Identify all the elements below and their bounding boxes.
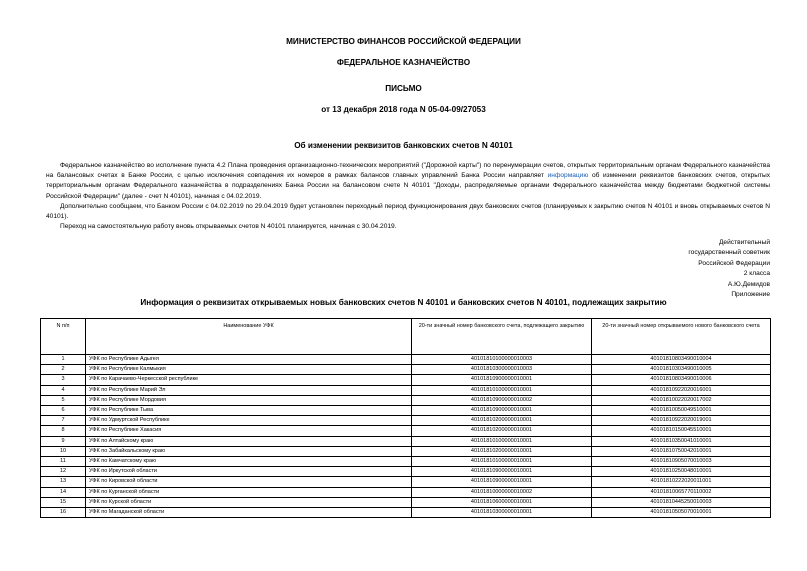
ministry-heading: МИНИСТЕРСТВО ФИНАНСОВ РОССИЙСКОЙ ФЕДЕРАЦИИ <box>286 37 521 46</box>
table-row <box>41 375 771 385</box>
row-number: 16 <box>41 508 86 518</box>
ufk-name: УФК по Забайкальскому краю <box>86 446 412 456</box>
signature-block <box>688 238 770 300</box>
row-number: 10 <box>41 446 86 456</box>
new-account: 40101810150045510001 <box>592 426 771 436</box>
table-row <box>41 497 771 507</box>
paragraph-1-text-start: Федеральное казначейство во исполнение пункта 4.2 Плана проведения организационно-технических мероприятий ("Дорожной карты") по перенумерации счетов, открытых территориальным органам Федерального казначейства на балансовых счетах в Банке России, с целью исключения совпадения их номеров в рамках балансов главных управлений Банка России направляет <box>46 162 770 180</box>
table-body <box>41 355 771 518</box>
row-number: 7 <box>41 416 86 426</box>
letter-body <box>46 161 770 232</box>
column-header-closing-account: 20-ти значный номер банковского счета, подлежащего закрытию <box>412 319 592 355</box>
paragraph-1-text-end: об изменении реквизитов банковских счетов, открытых территориальным органам Федерального казначейства в подразделениях Банка России на балансовом счете N 40101 "Доходы, распределяемые органами Федерального казначейства между бюджетами бюджетной системы Российской Федерации" (далее - счет N 40101), начиная с 04.02.2019. <box>46 172 770 200</box>
ufk-name: УФК по Республике Марий Эл <box>86 385 412 395</box>
closing-account: 40101810100000010003 <box>412 355 592 365</box>
row-number: 1 <box>41 355 86 365</box>
ufk-name: УФК по Кировской области <box>86 477 412 487</box>
closing-account: 40101810900000010001 <box>412 375 592 385</box>
new-account: 40101810803490010004 <box>592 355 771 365</box>
table-row <box>41 508 771 518</box>
closing-account: 40101810300000010001 <box>412 508 592 518</box>
signer-title-line-2: государственный советник <box>688 249 770 257</box>
closing-account: 40101810100000010001 <box>412 385 592 395</box>
new-account: 40101810922020016001 <box>592 385 771 395</box>
table-row <box>41 467 771 477</box>
document-subject: Об изменении реквизитов банковских счетов N 40101 <box>294 141 513 150</box>
ufk-name: УФК по Республике Мордовия <box>86 395 412 405</box>
table-row <box>41 385 771 395</box>
new-account: 40101810250048010001 <box>592 467 771 477</box>
row-number: 12 <box>41 467 86 477</box>
column-header-ufk-name: Наименование УФК <box>86 319 412 355</box>
table-row <box>41 477 771 487</box>
closing-account: 40101810200000010001 <box>412 426 592 436</box>
signer-title-line-4: 2 класса <box>743 270 770 278</box>
closing-account: 40101810200000010001 <box>412 446 592 456</box>
new-account: 40101810445250010003 <box>592 497 771 507</box>
signer-title-line-3: Российской Федерации <box>698 259 770 267</box>
new-account: 40101810922020019001 <box>592 416 771 426</box>
table-row <box>41 457 771 467</box>
table-row <box>41 365 771 375</box>
new-account: 40101810065770110002 <box>592 487 771 497</box>
ufk-name: УФК по Республике Адыгея <box>86 355 412 365</box>
closing-account: 40101810000000010002 <box>412 487 592 497</box>
row-number: 3 <box>41 375 86 385</box>
table-row <box>41 426 771 436</box>
attachment-label: Приложение <box>731 291 770 299</box>
closing-account: 40101810300000010003 <box>412 365 592 375</box>
ufk-name: УФК по Магаданской области <box>86 508 412 518</box>
accounts-table <box>40 318 771 518</box>
ufk-name: УФК по Удмуртской Республике <box>86 416 412 426</box>
table-row <box>41 446 771 456</box>
ufk-name: УФК по Республике Тыва <box>86 406 412 416</box>
paragraph-2: Дополнительно сообщаем, что Банком России с 04.02.2019 по 29.04.2019 будет установлен переходный период функционирования двух банковских счетов (планируемых к закрытию счетов N 40101 и вновь открываемых счетов N 40101). <box>46 202 770 221</box>
new-account: 40101810750042010001 <box>592 446 771 456</box>
closing-account: 40101810100000010001 <box>412 457 592 467</box>
closing-account: 40101810900000010001 <box>412 406 592 416</box>
table-title: Информация о реквизитах открываемых новых банковских счетов N 40101 и банковских счетов N 40101, подлежащих закрытию <box>140 298 667 307</box>
row-number: 9 <box>41 436 86 446</box>
table-row <box>41 436 771 446</box>
closing-account: 40101810600000010001 <box>412 497 592 507</box>
table-row <box>41 395 771 405</box>
row-number: 5 <box>41 395 86 405</box>
new-account: 40101810803490010006 <box>592 375 771 385</box>
ufk-name: УФК по Карачаево-Черкесской республике <box>86 375 412 385</box>
document-type: ПИСЬМО <box>385 84 422 93</box>
ufk-name: УФК по Камчатскому краю <box>86 457 412 467</box>
new-account: 40101810222020011001 <box>592 477 771 487</box>
closing-account: 40101810100000010001 <box>412 436 592 446</box>
new-account: 40101810022020017002 <box>592 395 771 405</box>
new-account: 40101810050049510001 <box>592 406 771 416</box>
closing-account: 40101810900000010001 <box>412 467 592 477</box>
ufk-name: УФК по Республике Хакасия <box>86 426 412 436</box>
closing-account: 40101810200000010001 <box>412 416 592 426</box>
information-link[interactable]: информацию <box>547 172 589 180</box>
ufk-name: УФК по Республике Калмыкия <box>86 365 412 375</box>
closing-account: 40101810900000010002 <box>412 395 592 405</box>
row-number: 13 <box>41 477 86 487</box>
document-date-number: от 13 декабря 2018 года N 05-04-09/27053 <box>321 105 486 114</box>
signer-name: А.Ю.Демидов <box>727 280 770 288</box>
row-number: 2 <box>41 365 86 375</box>
signer-title-line-1: Действительный <box>718 239 770 246</box>
column-header-number: N п/п <box>41 319 86 355</box>
row-number: 14 <box>41 487 86 497</box>
table-row <box>41 355 771 365</box>
ufk-name: УФК по Курской области <box>86 497 412 507</box>
row-number: 6 <box>41 406 86 416</box>
row-number: 8 <box>41 426 86 436</box>
treasury-heading: ФЕДЕРАЛЬНОЕ КАЗНАЧЕЙСТВО <box>336 58 471 67</box>
table-row <box>41 406 771 416</box>
ufk-name: УФК по Алтайскому краю <box>86 436 412 446</box>
table-row <box>41 416 771 426</box>
table-header-row <box>41 319 771 355</box>
new-account: 40101810350041010001 <box>592 436 771 446</box>
new-account: 40101810303490010005 <box>592 365 771 375</box>
ufk-name: УФК по Курганской области <box>86 487 412 497</box>
paragraph-3: Переход на самостоятельную работу вновь открываемых счетов N 40101 планируется, начиная с 30.04.2019. <box>60 223 397 231</box>
row-number: 11 <box>41 457 86 467</box>
column-header-new-account: 20-ти значный номер открываемого нового банковского счета <box>592 319 771 355</box>
row-number: 15 <box>41 497 86 507</box>
ufk-name: УФК по Иркутской области <box>86 467 412 477</box>
new-account: 40101810505070010001 <box>592 508 771 518</box>
closing-account: 40101810900000010001 <box>412 477 592 487</box>
new-account: 40101810905070010003 <box>592 457 771 467</box>
table-row <box>41 487 771 497</box>
paragraph-1 <box>46 161 770 202</box>
row-number: 4 <box>41 385 86 395</box>
